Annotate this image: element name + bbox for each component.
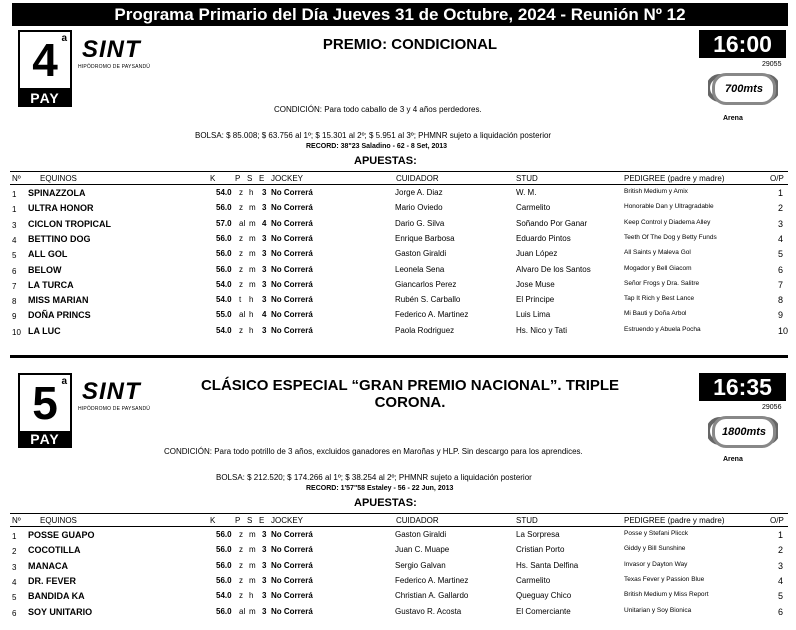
sex-code: m [249,249,256,259]
col-equinos: EQUINOS [40,174,77,183]
sex-code: h [249,295,254,305]
trainer-name: Gaston Giraldi [395,249,447,259]
age: 3 [262,530,267,539]
stud-name: Hs. Nico y Tati [516,325,567,335]
stud-name: Juan López [516,249,558,259]
post-position: 5 [778,591,784,602]
jockey-name: No Correrá [271,310,313,320]
record-text: RECORD: 38"23 Saladino - 62 - 8 Set, 2013 [306,143,448,150]
col-p: P [235,516,241,525]
col-stud: STUD [516,174,538,183]
sint-logo: SINT [82,36,141,63]
trainer-name: Enrique Barbosa [395,233,455,243]
age: 3 [262,188,267,197]
weight: 56.0 [216,264,232,274]
race-ordinal: a [61,376,67,387]
table-row [10,232,788,247]
pedigree: Honorable Dan y Ultragradable [624,203,714,211]
age: 4 [262,218,267,228]
col-jockey: JOCKEY [271,516,304,525]
race-number-box [18,373,72,433]
col-n: Nº [12,174,21,183]
race-ordinal: a [61,33,67,44]
pedigree: All Saints y Maleva Gol [624,249,691,257]
stud-name: El Comerciante [516,606,571,616]
condicion-text: CONDICIÓN: Para todo caballo de 3 y 4 años perdedores. [274,105,482,114]
race-separator [10,355,788,358]
table-row [10,559,788,574]
table-header [10,516,788,526]
stud-name: W. M. [516,188,537,197]
jockey-name: No Correrá [271,233,313,243]
position-code: z [239,233,243,243]
age: 3 [262,295,267,305]
col-cuidador: CUIDADOR [396,174,439,183]
stud-name: Soñando Por Ganar [516,218,588,228]
trainer-name: Giancarlos Perez [395,279,457,289]
age: 3 [262,575,267,585]
sex-code: h [249,310,254,320]
entry-number: 1 [12,532,17,541]
age: 3 [262,560,267,570]
pedigree: Keep Control y Diadema Alley [624,218,711,226]
weight: 54.0 [216,279,232,289]
pedigree: Texas Fever y Passion Blue [624,575,705,583]
age: 3 [262,249,267,259]
age: 3 [262,591,267,601]
position-code: al [239,606,246,616]
age: 4 [262,310,267,320]
jockey-name: No Correrá [271,249,313,259]
sex-code: m [249,264,256,274]
hipodromo-label: HIPÓDROMO DE PAYSANDÚ [78,406,151,412]
position-code: z [239,591,243,601]
horse-name: CICLON TROPICAL [28,218,111,229]
weight: 54.0 [216,591,232,601]
trainer-name: Gaston Giraldi [395,530,447,539]
post-position: 9 [778,310,784,321]
entry-number: 3 [12,562,17,572]
horse-name: POSSE GUAPO [28,530,95,540]
sex-code: m [249,560,256,570]
horse-name: ULTRA HONOR [28,203,94,214]
stud-name: Eduardo Pintos [516,233,571,243]
pay-badge: PAY [18,431,72,448]
horse-name: BETTINO DOG [28,233,91,244]
race-number: 4 [32,34,58,86]
horse-name: DR. FEVER [28,575,77,586]
col-k: K [210,516,216,525]
col-cuidador: CUIDADOR [396,516,439,525]
race-number-box [18,30,72,90]
sex-code: m [249,218,256,228]
weight: 56.0 [216,560,232,570]
jockey-name: No Correrá [271,188,313,197]
table-header [10,174,788,184]
post-position: 4 [778,233,784,244]
col-op: O/P [770,174,784,183]
col-pedigree: PEDIGREE (padre y madre) [624,516,725,525]
weight: 54.0 [216,188,232,197]
table-top-rule [10,513,788,514]
stud-name: Carmelito [516,203,551,213]
weight: 54.0 [216,325,232,335]
horse-name: LA LUC [28,325,61,336]
trainer-name: Christian A. Gallardo [395,591,469,601]
entry-number: 7 [12,281,17,291]
stud-name: Queguay Chico [516,591,572,601]
pedigree: British Medium y Amix [624,188,688,195]
post-position: 8 [778,295,784,306]
post-position: 2 [778,203,784,214]
table-row [10,605,788,620]
table-row [10,324,788,339]
position-code: z [239,203,243,213]
stud-name: Hs. Santa Delfina [516,560,579,570]
age: 3 [262,279,267,289]
weight: 56.0 [216,249,232,259]
table-row [10,528,788,543]
col-n: Nº [12,516,21,525]
post-position: 10 [778,325,789,336]
race-code: 29055 [762,61,782,68]
col-e: E [259,516,265,525]
jockey-name: No Correrá [271,325,313,335]
col-k: K [210,174,216,183]
horse-name: LA TURCA [28,279,74,290]
sex-code: m [249,203,256,213]
jockey-name: No Correrá [271,203,313,213]
entry-number: 8 [12,297,17,307]
post-position: 1 [778,530,784,540]
table-row [10,293,788,308]
sex-code: m [249,545,256,555]
entry-number: 1 [12,205,17,215]
surface-label: Arena [723,456,743,463]
sex-code: h [249,188,254,197]
jockey-name: No Correrá [271,530,313,539]
age: 3 [262,325,267,335]
jockey-name: No Correrá [271,218,313,228]
hipodromo-label: HIPÓDROMO DE PAYSANDÚ [78,64,151,70]
distance-badge: 1800mts [712,416,776,448]
trainer-name: Federico A. Martinez [395,575,469,585]
position-code: z [239,545,243,555]
distance-badge: 700mts [712,73,776,105]
jockey-name: No Correrá [271,575,313,585]
table-row [10,589,788,604]
condicion-text: CONDICIÓN: Para todo potrillo de 3 años, excluidos ganadores en Maroñas y HLP. Sin descargo para los aprendices. [164,447,583,456]
pedigree: Giddy y Bill Sunshine [624,545,686,553]
post-position: 5 [778,249,784,260]
col-pedigree: PEDIGREE (padre y madre) [624,174,725,183]
table-row [10,543,788,558]
trainer-name: Leonela Sena [395,264,445,274]
weight: 56.0 [216,545,232,555]
stud-name: Cristian Porto [516,545,565,555]
sex-code: m [249,530,256,539]
table-row [10,186,788,201]
jockey-name: No Correrá [271,545,313,555]
entry-number: 6 [12,266,17,276]
trainer-name: Dario G. Silva [395,218,445,228]
trainer-name: Paola Rodriguez [395,325,455,335]
age: 3 [262,233,267,243]
bolsa-text: BOLSA: $ 212.520; $ 174.266 al 1º; $ 38.254 al 2º; PHMNR sujeto a liquidación posterior [216,473,532,482]
col-equinos: EQUINOS [40,516,77,525]
entry-number: 3 [12,220,17,230]
weight: 56.0 [216,606,232,616]
col-p: P [235,174,241,183]
stud-name: Carmelito [516,575,551,585]
stud-name: Alvaro De los Santos [516,264,591,274]
trainer-name: Jorge A. Diaz [395,188,443,197]
position-code: al [239,218,246,228]
table-header-rule [10,526,788,527]
position-code: z [239,264,243,274]
weight: 56.0 [216,575,232,585]
trainer-name: Rubén S. Carballo [395,295,461,305]
bolsa-text: BOLSA: $ 85.008; $ 63.756 al 1º; $ 15.301 al 2º; $ 5.951 al 3º; PHMNR sujeto a liquidación posterior [195,131,552,140]
post-time: 16:00 [699,30,786,58]
sex-code: m [249,606,256,616]
position-code: z [239,560,243,570]
premio-title: CLÁSICO ESPECIAL “GRAN PREMIO NACIONAL”. TRIPLE CORONA. [200,377,620,411]
table-row [10,201,788,216]
sex-code: m [249,279,256,289]
age: 3 [262,264,267,274]
pedigree: Unitarian y Soy Bionica [624,606,692,614]
jockey-name: No Correrá [271,295,313,305]
trainer-name: Federico A. Martinez [395,310,469,320]
pay-badge: PAY [18,90,72,107]
post-position: 3 [778,560,784,571]
pedigree: Tap It Rich y Best Lance [624,295,695,303]
weight: 56.0 [216,530,232,539]
col-jockey: JOCKEY [271,174,304,183]
entry-number: 9 [12,312,17,322]
table-row [10,574,788,589]
stud-name: La Sorpresa [516,530,560,539]
record-text: RECORD: 1'57"58 Estaley - 56 - 22 Jun, 2013 [306,485,454,492]
post-position: 6 [778,264,784,275]
table-header-rule [10,184,788,185]
sint-logo: SINT [82,378,141,405]
sex-code: m [249,575,256,585]
position-code: al [239,310,246,320]
jockey-name: No Correrá [271,560,313,570]
stud-name: Jose Muse [516,279,555,289]
horse-name: BELOW [28,264,62,275]
pedigree: Teeth Of The Dog y Betty Funds [624,233,717,241]
table-top-rule [10,171,788,172]
position-code: z [239,325,243,335]
entry-number: 1 [12,190,17,199]
race-number: 5 [32,377,58,429]
entry-number: 2 [12,547,17,557]
table-row [10,308,788,323]
table-row [10,247,788,262]
post-position: 7 [778,279,784,290]
horse-name: ALL GOL [28,249,68,260]
pedigree: Mogador y Bell Giacom [624,264,692,272]
position-code: z [239,575,243,585]
sex-code: m [249,233,256,243]
horse-name: MISS MARIAN [28,295,89,306]
col-stud: STUD [516,516,538,525]
post-time: 16:35 [699,373,786,401]
entry-number: 4 [12,235,17,245]
col-s: S [247,516,253,525]
surface-label: Arena [723,115,743,122]
weight: 56.0 [216,203,232,213]
age: 3 [262,606,267,616]
pedigree: Mi Bauti y Doña Arbol [624,310,687,318]
pedigree: Estruendo y Abuela Pocha [624,325,701,333]
position-code: z [239,279,243,289]
horse-name: BANDIDA KA [28,591,85,602]
jockey-name: No Correrá [271,591,313,601]
apuestas-label: APUESTAS: [354,497,417,509]
horse-name: SPINAZZOLA [28,188,86,198]
pedigree: Señor Frogs y Dra. Salitre [624,279,700,287]
apuestas-label: APUESTAS: [354,155,417,167]
horse-name: SOY UNITARIO [28,606,93,617]
horse-name: DOÑA PRINCS [28,310,91,321]
pedigree: Posse y Stefani Plicck [624,530,688,537]
jockey-name: No Correrá [271,606,313,616]
program-banner: Programa Primario del Día Jueves 31 de Octubre, 2024 - Reunión Nº 12 [12,3,788,26]
pedigree: British Medium y Miss Report [624,591,709,599]
entry-number: 5 [12,593,17,603]
entry-number: 5 [12,251,17,261]
position-code: z [239,530,243,539]
trainer-name: Gustavo R. Acosta [395,606,462,616]
horse-name: COCOTILLA [28,545,81,556]
horse-name: MANACA [28,560,68,571]
weight: 54.0 [216,295,232,305]
position-code: t [239,295,242,305]
age: 3 [262,545,267,555]
table-row [10,278,788,293]
weight: 55.0 [216,310,232,320]
position-code: z [239,249,243,259]
sex-code: h [249,591,254,601]
sex-code: h [249,325,254,335]
entry-number: 4 [12,577,17,587]
table-row [10,263,788,278]
post-position: 2 [778,545,784,556]
post-position: 6 [778,606,784,617]
premio-title: PREMIO: CONDICIONAL [322,36,498,53]
jockey-name: No Correrá [271,264,313,274]
post-position: 4 [778,575,784,586]
entry-number: 6 [12,608,17,618]
stud-name: Luis Lima [516,310,551,320]
jockey-name: No Correrá [271,279,313,289]
position-code: z [239,188,243,197]
age: 3 [262,203,267,213]
table-row [10,217,788,232]
trainer-name: Sergio Galvan [395,560,446,570]
col-e: E [259,174,265,183]
weight: 57.0 [216,218,232,228]
post-position: 3 [778,218,784,229]
col-op: O/P [770,516,784,525]
race-code: 29056 [762,404,782,411]
col-s: S [247,174,253,183]
post-position: 1 [778,188,784,198]
weight: 56.0 [216,233,232,243]
entry-number: 10 [12,327,21,337]
trainer-name: Juan C. Muape [395,545,450,555]
trainer-name: Mario Oviedo [395,203,443,213]
pedigree: Invasor y Dayton Way [624,560,688,568]
stud-name: El Principe [516,295,555,305]
